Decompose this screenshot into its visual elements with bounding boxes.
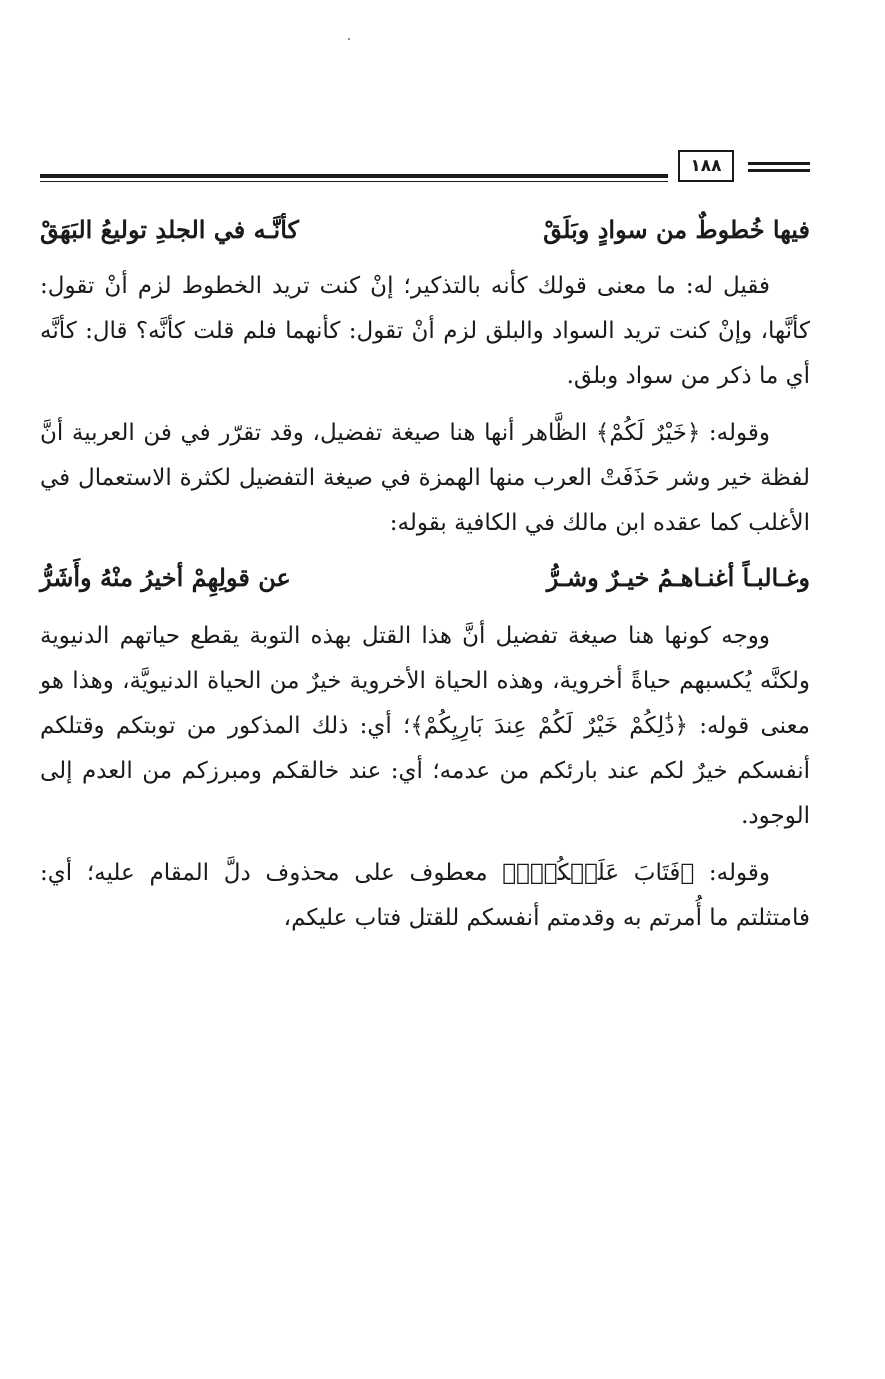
scan-speck [348,38,350,40]
paragraph-text: معطوف على محذوف دلَّ المقام عليه؛ أي: فامتثلتم ما أُمرتم به وقدمتم أنفسكم للقتل فتاب عليكم، [40,860,810,931]
quran-quote: ﴿فَتَابَ عَلَيۡكُمۡۚ﴾ [502,860,695,886]
quran-quote: ﴿ذَٰلِكُمْ خَيْرٌ لَكُمْ عِندَ بَارِيِكُمْ﴾ [410,713,689,739]
paragraph [40,614,810,839]
verse-right-hemistich: فيها خُطوطٌ من سوادٍ وبَلَقْ [543,215,810,244]
quran-quote: ﴿خَيْرٌ لَكُمْ﴾ [595,420,701,446]
paragraph [40,411,810,546]
paragraph-text: الظَّاهر أنها هنا صيغة تفضيل، وقد تقرّر في فن العربية أنَّ لفظة خير وشر حَذَفَتْ العرب منها الهمزة في صيغة التفضيل لكثرة الاستعمال في الأغلب كما عقده ابن مالك في الكافية بقوله: [40,420,810,536]
paragraph-text: ؛ أي: ذلك المذكور من توبتكم وقتلكم أنفسكم خيرٌ لكم عند بارئكم من عدمه؛ أي: عند خالقكم ومبرزكم من العدم إلى الوجود. [40,713,810,829]
header-rule [40,174,668,178]
header-rule [748,162,810,165]
paragraph-lead: وقوله: [700,420,770,446]
header-rule [748,169,810,172]
page-header [40,150,810,186]
verse-left-hemistich: كأنَّـه في الجلدِ توليعُ البَهَقْ [40,215,299,244]
paragraph: فقيل له: ما معنى قولك كأنه بالتذكير؛ إنْ كنت تريد الخطوط لزم أنْ تقول: كأنَّها، وإنْ كنت تريد السواد والبلق لزم أنْ تقول: كأنهما فلم قلت كأنَّه؟ قال: كأنَّه أي ما ذكر من سواد وبلق. [40,273,810,389]
header-rule [40,181,668,182]
poetry-verse [40,558,810,598]
page-number: ١٨٨ [678,150,734,182]
verse-right-hemistich: وغـالبـاً أغنـاهـمُ خيـرٌ وشـرُّ [546,563,810,592]
poetry-verse [40,210,810,250]
paragraph-lead: ووجه كونها هنا صيغة تفضيل أنَّ هذا القتل بهذه التوبة يقطع حياتهم الدنيوية ولكنَّه يُكسبهم حياةً أخروية، وهذه الحياة الأخروية خيرٌ من الحياة الدنيويَّة، وهذا هو معنى قوله: [40,623,810,739]
paragraph [40,851,810,941]
document-page [40,150,810,953]
paragraph-lead: وقوله: [694,860,770,886]
verse-left-hemistich: عن قولِهِمْ أخيرُ منْهُ وأَشَرُّ [40,563,291,592]
